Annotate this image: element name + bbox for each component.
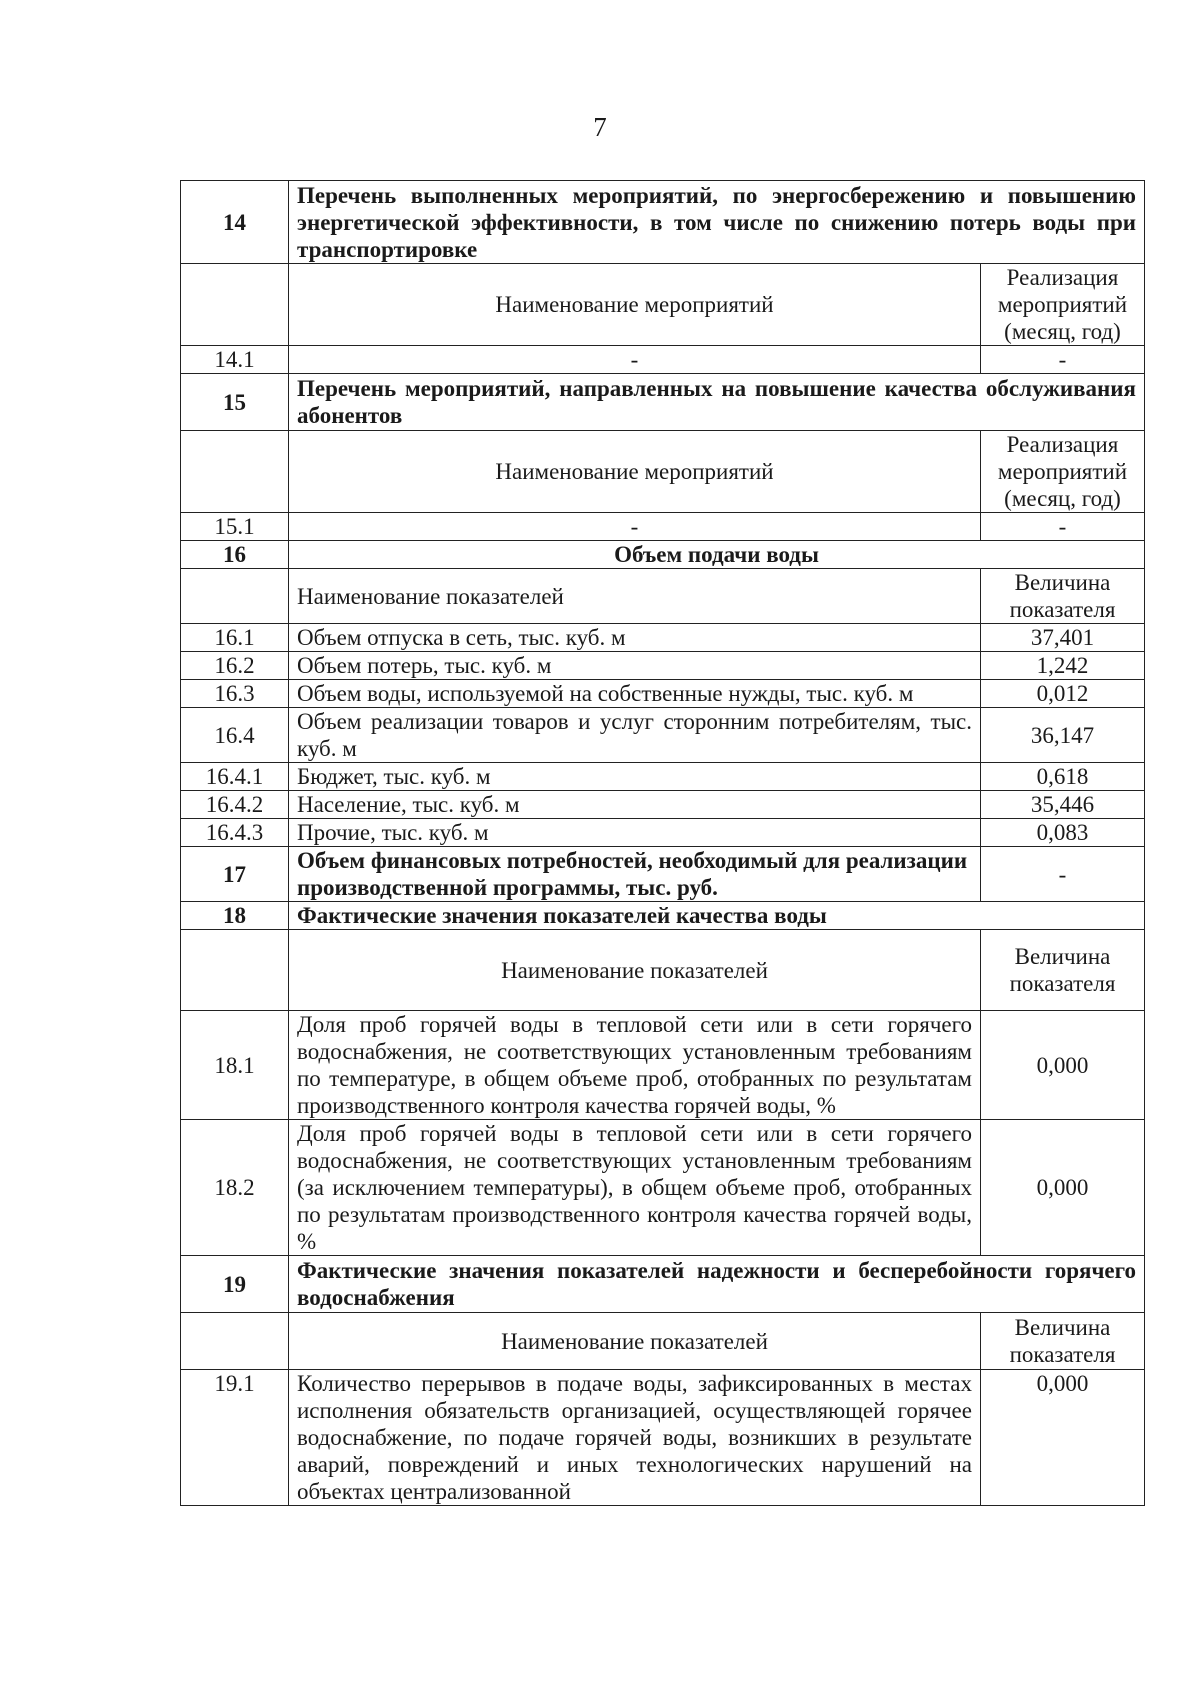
column-header-value: Реализация мероприятий (месяц, год) <box>980 431 1144 513</box>
column-header-row <box>181 569 1145 624</box>
column-header-name: Наименование показателей <box>289 1313 981 1370</box>
row-value: - <box>980 513 1144 541</box>
row-value: 0,000 <box>980 1370 1144 1506</box>
section-title: Объем финансовых потребностей, необходимый для реализации производственной программы, тыс. руб. <box>289 847 981 902</box>
row-number: 16.1 <box>181 624 289 652</box>
table-row <box>181 346 1145 374</box>
section-14-header-row <box>181 181 1145 264</box>
row-name: - <box>289 513 981 541</box>
table-row <box>181 652 1145 680</box>
row-name: Объем потерь, тыс. куб. м <box>289 652 981 680</box>
row-value: 35,446 <box>980 791 1144 819</box>
row-number: 16.2 <box>181 652 289 680</box>
table-row <box>181 708 1145 763</box>
row-name: Доля проб горячей воды в тепловой сети или в сети горячего водоснабжения, не соответствующих установленным требованиям по температуре, в общем объеме проб, отобранных по результатам производственного контроля качества горячей воды, % <box>289 1011 981 1120</box>
row-name: Прочие, тыс. куб. м <box>289 819 981 847</box>
column-header-name: Наименование мероприятий <box>289 264 981 346</box>
column-header-value: Величина показателя <box>980 1313 1144 1370</box>
column-header-name: Наименование показателей <box>289 930 981 1011</box>
row-value: 0,618 <box>980 763 1144 791</box>
column-header-row <box>181 930 1145 1011</box>
table-row <box>181 1011 1145 1120</box>
row-name: - <box>289 346 981 374</box>
table-row <box>181 624 1145 652</box>
section-number: 17 <box>181 847 289 902</box>
row-value: 1,242 <box>980 652 1144 680</box>
row-value: 0,000 <box>980 1011 1144 1120</box>
section-15-header-row <box>181 374 1145 431</box>
section-value: - <box>980 847 1144 902</box>
row-value: 0,012 <box>980 680 1144 708</box>
column-header-row <box>181 431 1145 513</box>
row-value: 0,083 <box>980 819 1144 847</box>
column-header-row <box>181 1313 1145 1370</box>
page-number: 7 <box>593 112 607 142</box>
table-row <box>181 819 1145 847</box>
column-header-name: Наименование мероприятий <box>289 431 981 513</box>
row-name: Объем воды, используемой на собственные нужды, тыс. куб. м <box>289 680 981 708</box>
row-name: Население, тыс. куб. м <box>289 791 981 819</box>
row-value: - <box>980 346 1144 374</box>
column-header-value: Величина показателя <box>980 569 1144 624</box>
table-row <box>181 1370 1145 1506</box>
table-row <box>181 1120 1145 1256</box>
section-title: Перечень мероприятий, направленных на повышение качества обслуживания абонентов <box>289 374 1145 431</box>
section-17-row <box>181 847 1145 902</box>
column-header-row <box>181 264 1145 346</box>
row-number: 19.1 <box>181 1370 289 1506</box>
section-18-header-row <box>181 902 1145 930</box>
row-name: Объем отпуска в сеть, тыс. куб. м <box>289 624 981 652</box>
row-value: 37,401 <box>980 624 1144 652</box>
row-number: 16.4.1 <box>181 763 289 791</box>
row-value: 36,147 <box>980 708 1144 763</box>
table-row <box>181 680 1145 708</box>
table-row <box>181 763 1145 791</box>
row-number: 16.4 <box>181 708 289 763</box>
empty-cell <box>181 264 289 346</box>
row-number: 16.4.2 <box>181 791 289 819</box>
section-number: 16 <box>181 541 289 569</box>
section-title: Фактические значения показателей качества воды <box>289 902 1145 930</box>
row-name: Доля проб горячей воды в тепловой сети или в сети горячего водоснабжения, не соответствующих установленным требованиям (за исключением температуры), в общем объеме проб, отобранных по результатам производственного контроля качества горячей воды, % <box>289 1120 981 1256</box>
row-name: Объем реализации товаров и услуг сторонним потребителям, тыс. куб. м <box>289 708 981 763</box>
section-title: Фактические значения показателей надежности и бесперебойности горячего водоснабжения <box>289 1256 1145 1313</box>
row-number: 18.2 <box>181 1120 289 1256</box>
section-number: 18 <box>181 902 289 930</box>
row-number: 16.4.3 <box>181 819 289 847</box>
empty-cell <box>181 1313 289 1370</box>
row-value: 0,000 <box>980 1120 1144 1256</box>
section-number: 14 <box>181 181 289 264</box>
section-16-header-row <box>181 541 1145 569</box>
empty-cell <box>181 569 289 624</box>
indicators-table <box>180 180 1145 1506</box>
section-number: 19 <box>181 1256 289 1313</box>
row-name: Количество перерывов в подаче воды, зафиксированных в местах исполнения обязательств организацией, осуществляющей горячее водоснабжение, по подаче горячей воды, возникших в результате аварий, повреждений и иных технологических нарушений на объектах централизованной <box>289 1370 981 1506</box>
section-title: Перечень выполненных мероприятий, по энергосбережению и повышению энергетической эффективности, в том числе по снижению потерь воды при транспортировке <box>289 181 1145 264</box>
section-number: 15 <box>181 374 289 431</box>
row-number: 18.1 <box>181 1011 289 1120</box>
section-19-header-row <box>181 1256 1145 1313</box>
row-number: 15.1 <box>181 513 289 541</box>
section-title: Объем подачи воды <box>289 541 1145 569</box>
empty-cell <box>181 431 289 513</box>
column-header-value: Реализация мероприятий (месяц, год) <box>980 264 1144 346</box>
row-name: Бюджет, тыс. куб. м <box>289 763 981 791</box>
table-row <box>181 791 1145 819</box>
row-number: 14.1 <box>181 346 289 374</box>
column-header-name: Наименование показателей <box>289 569 981 624</box>
column-header-value: Величина показателя <box>980 930 1144 1011</box>
table-row <box>181 513 1145 541</box>
row-number: 16.3 <box>181 680 289 708</box>
empty-cell <box>181 930 289 1011</box>
